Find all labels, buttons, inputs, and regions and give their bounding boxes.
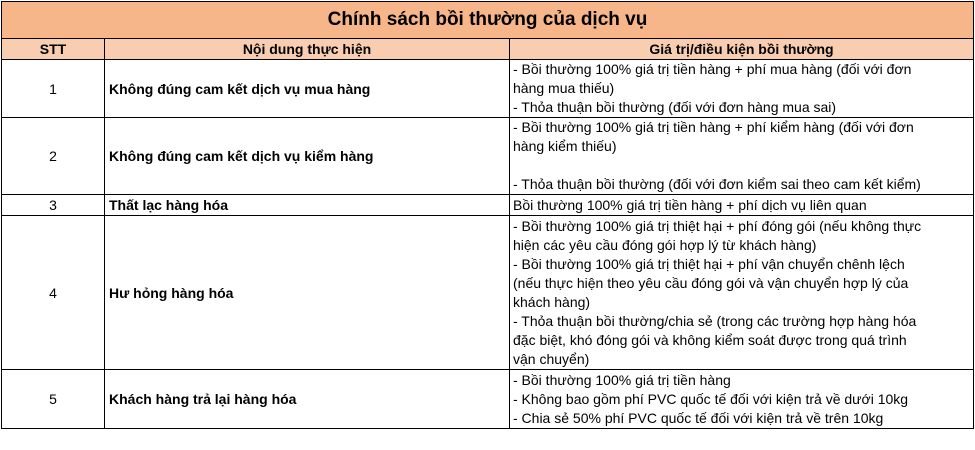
detail-line: - Thỏa thuận bồi thường (đối với đơn kiểm sai theo cam kết kiểm) <box>513 176 921 192</box>
detail-line: - Thỏa thuận bồi thường/chia sẻ (trong các trường hợp hàng hóa <box>513 312 917 329</box>
row-detail <box>510 60 974 118</box>
detail-line: (nếu thực hiện theo yêu cầu đóng gói và vận chuyển hợp lý của <box>513 274 909 291</box>
row-detail <box>510 118 974 195</box>
table-title: Chính sách bồi thường của dịch vụ <box>2 2 974 39</box>
detail-line: Bồi thường 100% giá trị tiền hàng + phí dịch vụ liên quan <box>513 196 867 213</box>
table-row <box>2 370 974 429</box>
compensation-policy-table <box>1 1 974 429</box>
table-row <box>2 216 974 370</box>
detail-line: vận chuyển) <box>513 350 590 367</box>
header-content: Nội dung thực hiện <box>105 39 510 60</box>
detail-line: hiện các yêu cầu đóng gói hợp lý từ khách hàng) <box>513 236 817 253</box>
detail-line: - Bồi thường 100% giá trị tiền hàng + phí kiểm hàng (đối với đơn <box>513 119 914 135</box>
detail-line: hàng kiểm thiếu) <box>513 138 617 154</box>
row-number: 2 <box>2 118 105 195</box>
table-row <box>2 195 974 216</box>
row-content: Thất lạc hàng hóa <box>105 195 510 216</box>
detail-line: - Bồi thường 100% giá trị thiệt hại + phí vận chuyển chênh lệch <box>513 255 905 272</box>
detail-line: khách hàng) <box>513 293 591 310</box>
row-content: Hư hỏng hàng hóa <box>105 216 510 370</box>
row-detail <box>510 216 974 370</box>
row-number: 1 <box>2 60 105 118</box>
table-row <box>2 60 974 118</box>
row-content: Không đúng cam kết dịch vụ mua hàng <box>105 60 510 118</box>
title-row <box>2 2 974 39</box>
row-number: 5 <box>2 370 105 429</box>
detail-line: - Không bao gồm phí PVC quốc tế đối với kiện trả về dưới 10kg <box>513 390 909 407</box>
detail-line: - Thỏa thuận bồi thường (đối với đơn hàng mua sai) <box>513 99 837 115</box>
row-number: 4 <box>2 216 105 370</box>
row-content: Khách hàng trả lại hàng hóa <box>105 370 510 429</box>
header-value: Giá trị/điều kiện bồi thường <box>510 39 974 60</box>
row-detail <box>510 195 974 216</box>
detail-line: đặc biệt, khó đóng gói và không kiểm soát được trong quá trình <box>513 331 907 348</box>
row-number: 3 <box>2 195 105 216</box>
compensation-policy-sheet <box>1 1 973 429</box>
detail-line: - Bồi thường 100% giá trị tiền hàng <box>513 371 731 388</box>
header-stt: STT <box>2 39 105 60</box>
row-content: Không đúng cam kết dịch vụ kiểm hàng <box>105 118 510 195</box>
blank-line <box>513 156 971 175</box>
header-row <box>2 39 974 60</box>
detail-line: - Bồi thường 100% giá trị thiệt hại + phí đóng gói (nếu không thực <box>513 217 922 234</box>
detail-line: hàng mua thiếu) <box>513 80 615 96</box>
row-detail <box>510 370 974 429</box>
detail-line: - Bồi thường 100% giá trị tiền hàng + phí mua hàng (đối với đơn <box>513 61 912 77</box>
detail-line: - Chia sẻ 50% phí PVC quốc tế đối với kiện trả về trên 10kg <box>513 409 884 426</box>
table-row <box>2 118 974 195</box>
